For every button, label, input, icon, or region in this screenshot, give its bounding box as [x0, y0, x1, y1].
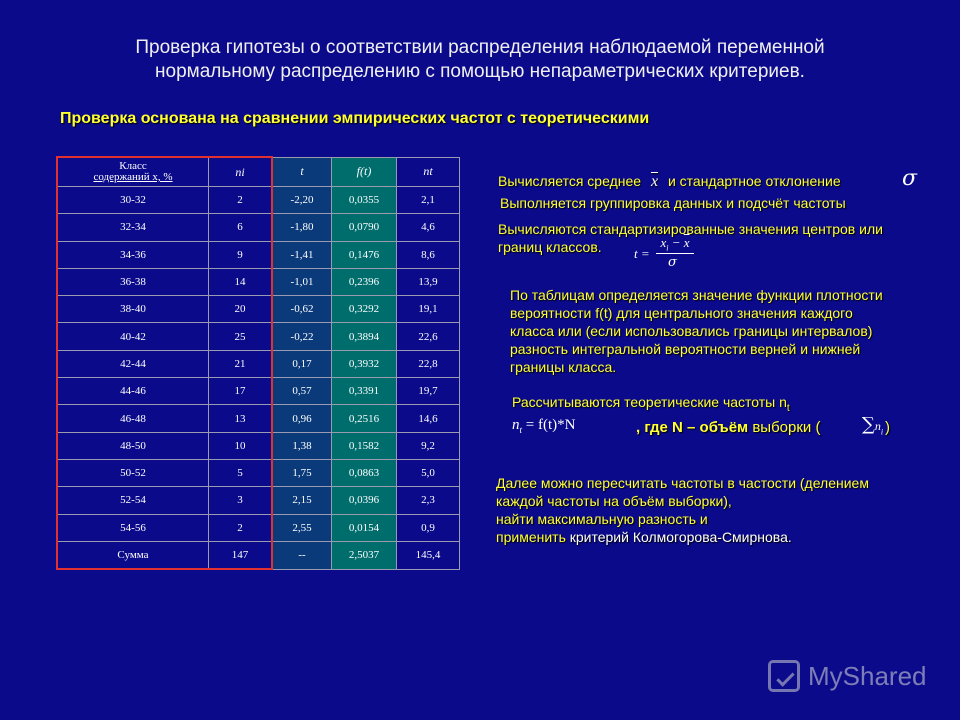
table-cell-nt: 8,6 [397, 241, 460, 268]
sum-formula [862, 414, 883, 437]
note-density-line-1: По таблицам определяется значение функции плотности [510, 287, 883, 303]
note-density-line-2: вероятности f(t) для центрального значения каждого [510, 305, 853, 321]
sigma-symbol: σ [902, 166, 918, 191]
watermark-text: MyShared [808, 660, 927, 691]
header-ft-label: f(t) [356, 164, 372, 179]
table-cell-t: 0,57 [272, 378, 332, 405]
header-class [57, 157, 209, 187]
table-row [57, 296, 460, 323]
table-cell-cls: 54-56 [57, 514, 209, 541]
table-cell-t: -1,01 [272, 268, 332, 295]
table-cell-nt: 14,6 [397, 405, 460, 432]
table-cell-nt: 13,9 [397, 268, 460, 295]
note-std-line-1: Вычисляются стандартизированные значения центров или [498, 221, 883, 237]
table-row [57, 514, 460, 541]
note-theoretical-sub: t [786, 402, 790, 414]
table-cell-nt: 2,1 [397, 187, 460, 214]
table-cell-ft: 0,3391 [332, 378, 397, 405]
t-formula-i: i [666, 243, 669, 253]
table-cell-ft: 2,5037 [332, 541, 397, 569]
table-row [57, 323, 460, 350]
sum-symbol: ∑ [862, 414, 875, 435]
table-cell-ft: 0,3292 [332, 296, 397, 323]
note-density-line-5: границы класса. [510, 359, 617, 375]
note-sample: выборки ( [752, 419, 821, 436]
table-cell-cls: 30-32 [57, 187, 209, 214]
note-final [496, 474, 869, 546]
t-formula-x: x [660, 235, 667, 250]
table-cell-t: 0,17 [272, 350, 332, 377]
table-row [57, 405, 460, 432]
table-row [57, 432, 460, 459]
header-ni-label: ni [235, 164, 245, 179]
table-cell-nt: 145,4 [397, 541, 460, 569]
nt-formula-sub: t [519, 425, 523, 435]
table-cell-ft: 0,3932 [332, 350, 397, 377]
table-cell-cls: 32-34 [57, 214, 209, 241]
table-header-row [57, 157, 460, 187]
table-row [57, 350, 460, 377]
header-ft [332, 157, 397, 187]
table-cell-n: 5 [209, 459, 273, 486]
title-line-1: Проверка гипотезы о соответствии распределения наблюдаемой переменной [135, 37, 825, 58]
table-cell-n: 3 [209, 487, 273, 514]
t-formula-sigma: σ [668, 255, 677, 270]
table-cell-ft: 0,3894 [332, 323, 397, 350]
table-cell-n: 147 [209, 541, 273, 569]
note-where-n-bold: , где N – объём [636, 419, 749, 436]
table-cell-t: -1,80 [272, 214, 332, 241]
table-cell-t: 2,55 [272, 514, 332, 541]
title-line-2: нормальному распределению с помощью непараметрических критериев. [155, 61, 805, 82]
table-row [57, 378, 460, 405]
table-cell-t: 1,75 [272, 459, 332, 486]
table-cell-cls: 44-46 [57, 378, 209, 405]
table-cell-nt: 19,1 [397, 296, 460, 323]
table-cell-n: 20 [209, 296, 273, 323]
table-cell-n: 9 [209, 241, 273, 268]
table-cell-cls: 38-40 [57, 296, 209, 323]
table-row [57, 187, 460, 214]
table-cell-n: 6 [209, 214, 273, 241]
table-row [57, 241, 460, 268]
table-cell-ft: 0,0154 [332, 514, 397, 541]
note-final-line-4 [496, 528, 869, 546]
table-cell-t: -- [272, 541, 332, 569]
nt-formula [512, 417, 575, 435]
t-formula-minus: − [671, 235, 681, 250]
table-cell-n: 21 [209, 350, 273, 377]
note-density-line-3: класса или (если использовались границы интервалов) [510, 323, 873, 339]
table-cell-nt: 9,2 [397, 432, 460, 459]
table-cell-t: -0,62 [272, 296, 332, 323]
table-cell-n: 14 [209, 268, 273, 295]
table-cell-t: -1,41 [272, 241, 332, 268]
note-theoretical-text: Рассчитываются теоретические частоты n [512, 394, 787, 410]
table-cell-cls: 34-36 [57, 241, 209, 268]
subtitle: Проверка основана на сравнении эмпирических частот с теоретическими [60, 110, 650, 127]
note-mean-b: и стандартное отклонение [667, 173, 841, 189]
table-cell-ft: 0,0790 [332, 214, 397, 241]
table-cell-cls: 48-50 [57, 432, 209, 459]
note-final-line-2: каждой частоты на объём выборки), [496, 493, 732, 509]
table-cell-nt: 0,9 [397, 514, 460, 541]
table-cell-n: 10 [209, 432, 273, 459]
header-class-line-2: содержаний x, % [93, 171, 173, 183]
table-cell-cls: 36-38 [57, 268, 209, 295]
sum-n: n [874, 419, 881, 433]
note-mean [498, 172, 841, 191]
table-row [57, 541, 460, 569]
table-cell-nt: 19,7 [397, 378, 460, 405]
note-mean-a: Вычисляется среднее [498, 173, 642, 189]
header-class-line-1: Класс [119, 160, 147, 172]
header-t [272, 157, 332, 187]
note-theoretical [512, 393, 790, 418]
table-cell-cls: Сумма [57, 541, 209, 569]
table-cell-cls: 50-52 [57, 459, 209, 486]
table-cell-nt: 2,3 [397, 487, 460, 514]
table-cell-cls: 40-42 [57, 323, 209, 350]
note-final-line-1: Далее можно пересчитать частоты в частости (делением [496, 475, 869, 491]
table-cell-ft: 0,0355 [332, 187, 397, 214]
note-density-line-4: разность интегральной вероятности верней и нижней [510, 341, 861, 357]
table-cell-t: 1,38 [272, 432, 332, 459]
table-cell-nt: 4,6 [397, 214, 460, 241]
table-cell-nt: 22,8 [397, 350, 460, 377]
table-row [57, 214, 460, 241]
note-close-paren: ) [885, 419, 890, 436]
note-std-line-2: границ классов. [498, 239, 602, 255]
table-cell-nt: 5,0 [397, 459, 460, 486]
myshared-logo-icon [768, 660, 800, 692]
sum-i: i [880, 427, 884, 437]
nt-formula-rhs: = f(t)*N [525, 417, 576, 433]
watermark [768, 656, 927, 696]
note-where-n [636, 419, 820, 437]
header-t-label: t [300, 164, 304, 179]
table-cell-t: 0,96 [272, 405, 332, 432]
note-final-line-4b: критерий Колмогорова-Смирнова. [569, 529, 792, 545]
note-density [510, 286, 883, 376]
table-cell-cls: 46-48 [57, 405, 209, 432]
table-cell-n: 2 [209, 514, 273, 541]
header-ni [209, 157, 273, 187]
table-cell-ft: 0,2516 [332, 405, 397, 432]
t-formula-xbar: $\overline{x}$ [683, 235, 690, 250]
nt-formula-n: n [512, 417, 520, 433]
table-cell-cls: 52-54 [57, 487, 209, 514]
t-formula-lhs: t [634, 246, 638, 261]
table-cell-ft: 0,0396 [332, 487, 397, 514]
xbar-symbol: $\overline{x}$ [650, 173, 659, 190]
note-final-line-3: найти максимальную разность и [496, 511, 708, 527]
table-cell-t: -0,22 [272, 323, 332, 350]
note-grouping: Выполняется группировка данных и подсчёт частоты [500, 195, 846, 211]
table-cell-t: -2,20 [272, 187, 332, 214]
frequency-table [56, 156, 460, 570]
table-cell-t: 2,15 [272, 487, 332, 514]
note-final-line-4a: применить [496, 529, 566, 545]
table-cell-cls: 42-44 [57, 350, 209, 377]
table-cell-ft: 0,0863 [332, 459, 397, 486]
table-cell-nt: 22,6 [397, 323, 460, 350]
table-cell-ft: 0,2396 [332, 268, 397, 295]
header-nt-label: nt [423, 164, 433, 179]
table-cell-n: 13 [209, 405, 273, 432]
table-row [57, 487, 460, 514]
table-cell-n: 2 [209, 187, 273, 214]
table-cell-n: 17 [209, 378, 273, 405]
slide-title [40, 36, 920, 84]
table-cell-ft: 0,1582 [332, 432, 397, 459]
header-nt [397, 157, 460, 187]
table-row [57, 459, 460, 486]
table-row [57, 268, 460, 295]
table-cell-n: 25 [209, 323, 273, 350]
table-cell-ft: 0,1476 [332, 241, 397, 268]
